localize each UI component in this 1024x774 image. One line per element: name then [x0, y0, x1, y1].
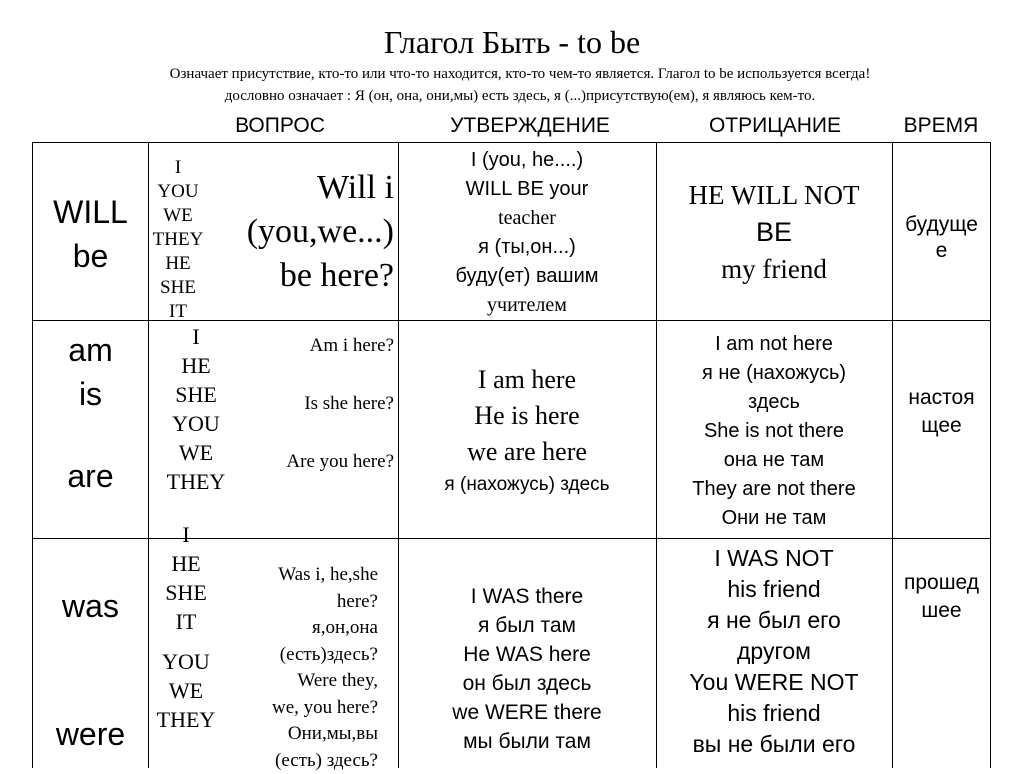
description-line-2: дословно означает : Я (он, она, они,мы) есть здесь, я (...)присутствую(ем), я являюсь кем-то.	[60, 88, 980, 105]
verb-form: WILL	[33, 190, 148, 234]
verb-form: am	[33, 328, 148, 372]
negative-examples	[658, 543, 890, 760]
negative-line: я не (нахожусь)	[658, 359, 890, 388]
pronoun-list	[150, 156, 206, 324]
verb-form: is	[33, 372, 148, 454]
time-cell	[893, 212, 990, 264]
verb-form: was	[33, 586, 148, 714]
page-title: Глагол Быть - to be	[0, 24, 1024, 61]
affirmative-line: teacher	[400, 204, 654, 233]
verb-form-cell	[33, 586, 148, 754]
negative-line: я не был его	[658, 605, 890, 636]
pronoun: SHE	[150, 276, 206, 300]
negative-line: здесь	[658, 388, 890, 417]
question-line: here?	[222, 589, 378, 616]
pronoun: THEY	[150, 228, 206, 252]
pronoun: SHE	[150, 380, 242, 409]
pronoun: YOU	[150, 647, 222, 676]
pronoun-list	[150, 322, 242, 496]
negative-line: I am not here	[658, 330, 890, 359]
question-line: be here?	[206, 254, 394, 298]
negative-line: BE	[658, 214, 890, 251]
column-header-negative: ОТРИЦАНИЕ	[660, 114, 890, 138]
affirmative-line: буду(ет) вашим	[400, 262, 654, 291]
negative-line: вы не были его	[658, 729, 890, 760]
column-header-question: ВОПРОС	[180, 114, 380, 138]
time-label: будуще	[893, 212, 990, 238]
time-label: щее	[893, 412, 990, 440]
pronoun: YOU	[150, 180, 206, 204]
pronoun: THEY	[150, 467, 242, 496]
time-label: шее	[893, 597, 990, 625]
question-line: Will i	[206, 166, 394, 210]
affirmative-line: He WAS here	[400, 640, 654, 669]
question-line: we, you here?	[222, 695, 378, 722]
negative-line: You WERE NOT	[658, 667, 890, 698]
affirmative-line: I (you, he....)	[400, 146, 654, 175]
verb-form-cell	[33, 190, 148, 278]
pronoun: SHE	[150, 578, 222, 607]
pronoun: YOU	[150, 409, 242, 438]
affirmative-line: я (нахожусь) здесь	[400, 470, 654, 500]
affirmative-line: I WAS there	[400, 582, 654, 611]
question-examples	[242, 332, 394, 476]
question-line: Were they,	[222, 668, 378, 695]
pronoun: I	[150, 520, 222, 549]
pronoun: I	[150, 322, 242, 351]
affirmative-examples	[400, 582, 654, 756]
negative-line: his friend	[658, 698, 890, 729]
negative-line: Они не там	[658, 504, 890, 533]
affirmative-line: я был там	[400, 611, 654, 640]
question-line: Is she here?	[242, 390, 394, 448]
affirmative-line: we are here	[400, 434, 654, 470]
negative-line: She is not there	[658, 417, 890, 446]
pronoun-list	[150, 520, 222, 734]
pronoun: HE	[150, 252, 206, 276]
pronoun: WE	[150, 676, 222, 705]
affirmative-line: я (ты,он...)	[400, 233, 654, 262]
pronoun: IT	[150, 300, 206, 324]
question-examples	[206, 166, 394, 298]
negative-line: They are not there	[658, 475, 890, 504]
verb-form-cell	[33, 328, 148, 498]
affirmative-examples	[400, 362, 654, 500]
time-cell	[893, 569, 990, 625]
affirmative-line: we WERE there	[400, 698, 654, 727]
question-line: Am i here?	[242, 332, 394, 390]
pronoun: I	[150, 156, 206, 180]
negative-line: HE WILL NOT	[658, 177, 890, 214]
affirmative-line: он был здесь	[400, 669, 654, 698]
pronoun: HE	[150, 351, 242, 380]
question-line: я,он,она	[222, 615, 378, 642]
negative-line: другом	[658, 636, 890, 667]
negative-line: I WAS NOT	[658, 543, 890, 574]
question-examples	[222, 562, 378, 774]
negative-examples	[658, 177, 890, 288]
question-line: (есть)здесь?	[222, 642, 378, 669]
verb-form: are	[33, 454, 148, 498]
pronoun: WE	[150, 204, 206, 228]
negative-examples	[658, 330, 890, 533]
negative-line: она не там	[658, 446, 890, 475]
affirmative-examples	[400, 146, 654, 320]
pronoun: THEY	[150, 705, 222, 734]
column-header-affirmative: УТВЕРЖДЕНИЕ	[410, 114, 650, 138]
description-line-1: Означает присутствие, кто-то или что-то находится, кто-то чем-то является. Глагол to be используется всегда!	[60, 66, 980, 83]
pronoun: IT	[150, 607, 222, 647]
pronoun: HE	[150, 549, 222, 578]
question-line: (you,we...)	[206, 210, 394, 254]
question-line: Они,мы,вы	[222, 721, 378, 748]
time-cell	[893, 384, 990, 440]
verb-form: were	[33, 714, 148, 754]
verb-form: be	[33, 234, 148, 278]
pronoun: WE	[150, 438, 242, 467]
time-label: прошед	[893, 569, 990, 597]
time-label: настоя	[893, 384, 990, 412]
affirmative-line: He is here	[400, 398, 654, 434]
column-header-time: ВРЕМЯ	[892, 114, 990, 138]
question-line: Was i, he,she	[222, 562, 378, 589]
affirmative-line: учителем	[400, 291, 654, 320]
question-line: (есть) здесь?	[222, 748, 378, 774]
affirmative-line: I am here	[400, 362, 654, 398]
affirmative-line: мы были там	[400, 727, 654, 756]
question-line: Are you here?	[242, 448, 394, 476]
time-label: е	[893, 238, 990, 264]
negative-line: my friend	[658, 251, 890, 288]
negative-line: his friend	[658, 574, 890, 605]
affirmative-line: WILL BE your	[400, 175, 654, 204]
